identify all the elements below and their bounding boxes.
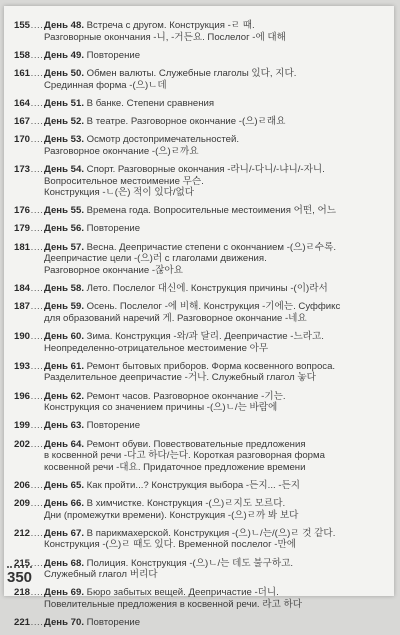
toc-day-label: День 60. bbox=[44, 331, 84, 342]
toc-entry-line bbox=[44, 20, 384, 32]
toc-entry-line bbox=[44, 402, 384, 414]
toc-line-text: Осмотр достопримечательностей. bbox=[86, 134, 239, 146]
toc-entry-text bbox=[44, 331, 384, 354]
toc-day-label: День 54. bbox=[44, 163, 84, 175]
toc-entry bbox=[10, 558, 384, 581]
toc-entry-line bbox=[44, 176, 384, 188]
toc-day-label: День 63. bbox=[44, 420, 84, 432]
toc-entry bbox=[10, 587, 384, 610]
toc-entry bbox=[10, 164, 384, 199]
toc-line-text: Разговорное окончание -잖아요 bbox=[44, 264, 183, 276]
toc-day-label: День 51. bbox=[44, 97, 84, 109]
toc-entry-line bbox=[44, 510, 384, 522]
toc-entry-line bbox=[44, 539, 384, 551]
toc-entry-line bbox=[44, 331, 384, 343]
toc-line-text: В парикмахерской. Конструкция -(으)ㄴ/는/(으)ㄹ 것 같다. bbox=[86, 527, 336, 539]
toc-entry bbox=[10, 391, 384, 414]
toc-entry-line bbox=[44, 480, 384, 492]
toc-line-text: Ремонт часов. Разговорное окончание -기는. bbox=[86, 390, 286, 402]
toc-page-number: 173 bbox=[13, 163, 30, 175]
toc-line-text: Времена года. Вопросительные местоимения 어떤, 어느 bbox=[86, 205, 337, 217]
toc-entry-text bbox=[44, 20, 384, 43]
toc-day-label: День 68. bbox=[44, 557, 84, 569]
toc-leader-dots: .... bbox=[30, 283, 44, 295]
toc-line-text: Конструкция со значением причины -(으)ㄴ/는 바람에 bbox=[44, 402, 278, 414]
toc-day-label: День 48. bbox=[44, 20, 84, 31]
toc-entry bbox=[10, 50, 384, 62]
toc-page-number: 199 bbox=[13, 420, 30, 432]
table-of-contents bbox=[10, 20, 384, 635]
toc-leader-dots: .... bbox=[30, 479, 44, 491]
toc-leader-dots: .... bbox=[30, 420, 44, 432]
toc-line-text: Повторение bbox=[86, 49, 141, 61]
toc-leader-dots: .... bbox=[30, 438, 44, 450]
toc-line-text: Повторение bbox=[86, 420, 141, 432]
toc-entry-line bbox=[44, 599, 384, 611]
toc-line-text: Деепричастие цели -(으)러 с глаголами движения. bbox=[44, 253, 267, 265]
toc-entry-line bbox=[44, 187, 384, 199]
toc-entry bbox=[10, 223, 384, 235]
toc-page-number: 202 bbox=[13, 438, 30, 450]
toc-line-text: Встреча с другом. Конструкция -ㄹ 때. bbox=[86, 20, 255, 31]
toc-entry-line bbox=[44, 146, 384, 158]
toc-line-text: Полиция. Конструкция -(으)ㄴ/는 데도 불구하고. bbox=[86, 557, 294, 569]
toc-entry-line bbox=[44, 253, 384, 265]
toc-line-text: в косвенной речи -다고 하다/는다. Короткая разговорная форма bbox=[44, 450, 325, 462]
toc-day-label: День 65. bbox=[44, 479, 84, 491]
toc-page-number: 215 bbox=[13, 557, 30, 569]
toc-entry-line bbox=[44, 116, 384, 128]
toc-day-label: День 57. bbox=[44, 241, 84, 253]
toc-entry bbox=[10, 528, 384, 551]
toc-entry-text bbox=[44, 301, 384, 324]
toc-page-number: 155 bbox=[13, 20, 30, 31]
toc-page-number: 161 bbox=[13, 67, 30, 79]
toc-leader-dots: .... bbox=[30, 223, 44, 235]
toc-entry bbox=[10, 242, 384, 277]
toc-page-number: 176 bbox=[13, 205, 30, 217]
toc-entry-text bbox=[44, 205, 384, 217]
toc-line-text: Разделительное деепричастие -거나. Служебный глагол 놓다 bbox=[44, 372, 316, 384]
toc-entry-line bbox=[44, 98, 384, 110]
toc-page-number: 184 bbox=[13, 283, 30, 295]
toc-line-text: Срединная форма -(으)ㄴ데 bbox=[44, 79, 167, 91]
toc-entry-line bbox=[44, 528, 384, 540]
toc-line-text: Повелительные предложения в косвенной речи. 라고 하다 bbox=[44, 599, 303, 611]
toc-leader-dots: .... bbox=[30, 49, 44, 61]
toc-entry-text bbox=[44, 528, 384, 551]
toc-entry bbox=[10, 439, 384, 474]
toc-entry-text bbox=[44, 558, 384, 581]
toc-line-text: Конструкция -(으)ㄹ 때도 있다. Временной послелог -만에 bbox=[44, 539, 297, 551]
toc-entry-line bbox=[44, 301, 384, 313]
toc-day-label: День 53. bbox=[44, 134, 84, 146]
toc-day-label: День 58. bbox=[44, 283, 84, 295]
toc-entry bbox=[10, 361, 384, 384]
toc-entry-line bbox=[44, 587, 384, 599]
toc-line-text: Вопросительное местоимение 무슨. bbox=[44, 175, 204, 187]
toc-entry-text bbox=[44, 498, 384, 521]
toc-entry-line bbox=[44, 164, 384, 176]
toc-line-text: Ремонт бытовых приборов. Форма косвенного вопроса. bbox=[86, 360, 336, 372]
toc-leader-dots: .... bbox=[30, 205, 44, 217]
toc-leader-dots: .... bbox=[30, 115, 44, 127]
toc-entry-line bbox=[44, 223, 384, 235]
toc-entry bbox=[10, 116, 384, 128]
toc-entry bbox=[10, 68, 384, 91]
toc-line-text: Дни (промежутки времени). Конструкция -(으)ㄹ까 봐 보다 bbox=[44, 509, 299, 521]
toc-entry-line bbox=[44, 420, 384, 432]
toc-leader-dots: .... bbox=[30, 301, 44, 313]
toc-line-text: Служебный глагол 버리다 bbox=[44, 569, 158, 581]
toc-page-number: 190 bbox=[13, 331, 30, 342]
toc-entry bbox=[10, 420, 384, 432]
toc-entry-text bbox=[44, 283, 384, 295]
toc-entry bbox=[10, 134, 384, 157]
toc-entry-text bbox=[44, 587, 384, 610]
toc-entry-line bbox=[44, 450, 384, 462]
toc-line-text: Разговорное окончание -(으)ㄹ까요 bbox=[44, 145, 199, 157]
toc-day-label: День 67. bbox=[44, 527, 84, 539]
toc-entry-text bbox=[44, 164, 384, 199]
toc-page-number: 179 bbox=[13, 223, 30, 235]
toc-page-number: 158 bbox=[13, 49, 30, 61]
toc-entry-line bbox=[44, 498, 384, 510]
toc-leader-dots: .... bbox=[30, 331, 44, 342]
toc-day-label: День 70. bbox=[44, 617, 84, 629]
toc-line-text: Бюро забытых вещей. Деепричастие -더니. bbox=[86, 587, 279, 599]
toc-day-label: День 64. bbox=[44, 438, 84, 450]
toc-entry-text bbox=[44, 391, 384, 414]
toc-entry-line bbox=[44, 68, 384, 80]
toc-leader-dots: .... bbox=[30, 20, 44, 31]
toc-line-text: Разговорные окончания -니, -거든요. Послелог -에 대해 bbox=[44, 31, 286, 43]
toc-entry-line bbox=[44, 50, 384, 62]
toc-line-text: для образований наречий 게. Разговорное окончание -네요 bbox=[44, 312, 307, 324]
toc-leader-dots: .... bbox=[30, 390, 44, 402]
toc-page-number: 167 bbox=[13, 115, 30, 127]
toc-page-number: 187 bbox=[13, 301, 30, 313]
toc-entry-line bbox=[44, 80, 384, 92]
toc-entry-line bbox=[44, 391, 384, 403]
toc-leader-dots: .... bbox=[30, 67, 44, 79]
toc-page-number: 206 bbox=[13, 479, 30, 491]
toc-day-label: День 50. bbox=[44, 67, 84, 79]
toc-entry bbox=[10, 283, 384, 295]
toc-leader-dots: .... bbox=[30, 134, 44, 146]
toc-page-number: 221 bbox=[13, 617, 30, 629]
toc-day-label: День 55. bbox=[44, 205, 84, 217]
page-number: 350 bbox=[7, 566, 32, 586]
toc-entry bbox=[10, 498, 384, 521]
toc-line-text: Зима. Конструкция -와/과 달리. Деепричастие -느라고. bbox=[86, 331, 324, 342]
toc-entry-text bbox=[44, 98, 384, 110]
toc-entry bbox=[10, 480, 384, 492]
toc-leader-dots: .... bbox=[30, 498, 44, 510]
toc-day-label: День 61. bbox=[44, 360, 84, 372]
toc-line-text: Неопределенно-отрицательное местоимение 아무 bbox=[44, 342, 269, 354]
toc-entry-line bbox=[44, 134, 384, 146]
toc-line-text: Осень. Послелог -에 비해. Конструкция -기에는. Суффикс bbox=[86, 301, 341, 313]
toc-page-number: 164 bbox=[13, 97, 30, 109]
toc-entry-line bbox=[44, 617, 384, 629]
toc-leader-dots: .... bbox=[30, 527, 44, 539]
toc-entry-text bbox=[44, 420, 384, 432]
toc-day-label: День 69. bbox=[44, 587, 84, 599]
toc-entry-line bbox=[44, 265, 384, 277]
toc-page-number: 193 bbox=[13, 360, 30, 372]
toc-entry-line bbox=[44, 205, 384, 217]
toc-line-text: Повторение bbox=[86, 223, 141, 235]
toc-entry-text bbox=[44, 617, 384, 629]
toc-entry bbox=[10, 331, 384, 354]
toc-line-text: Спорт. Разговорные окончания -라니/-다니/-냐니/-자니. bbox=[86, 163, 325, 175]
toc-leader-dots: .... bbox=[30, 587, 44, 599]
toc-leader-dots: .... bbox=[30, 617, 44, 629]
toc-line-text: Ремонт обуви. Повествовательные предложения bbox=[86, 438, 306, 450]
toc-line-text: косвенной речи -대요. Придаточное предложение времени bbox=[44, 461, 306, 473]
toc-day-label: День 59. bbox=[44, 301, 84, 313]
toc-page-number: 170 bbox=[13, 134, 30, 146]
toc-line-text: Обмен валюты. Служебные глаголы 있다, 지다. bbox=[86, 67, 297, 79]
toc-entry-text bbox=[44, 242, 384, 277]
toc-leader-dots: .... bbox=[30, 163, 44, 175]
toc-entry-text bbox=[44, 439, 384, 474]
toc-entry bbox=[10, 205, 384, 217]
toc-entry-line bbox=[44, 558, 384, 570]
toc-entry-line bbox=[44, 283, 384, 295]
toc-entry-line bbox=[44, 361, 384, 373]
toc-entry-line bbox=[44, 569, 384, 581]
toc-entry-text bbox=[44, 116, 384, 128]
toc-day-label: День 62. bbox=[44, 390, 84, 402]
toc-entry-text bbox=[44, 68, 384, 91]
toc-line-text: Как пройти...? Конструкция выбора -든지... -든지 bbox=[86, 479, 301, 491]
toc-day-label: День 66. bbox=[44, 498, 84, 510]
toc-page-number: 209 bbox=[13, 498, 30, 510]
toc-entry-text bbox=[44, 134, 384, 157]
toc-line-text: Конструкция -ㄴ(은) 적이 있다/없다 bbox=[44, 187, 195, 199]
toc-entry-line bbox=[44, 32, 384, 44]
toc-line-text: Весна. Деепричастие степени с окончанием -(으)ㄹ수록. bbox=[86, 241, 337, 253]
toc-entry bbox=[10, 20, 384, 43]
toc-entry-line bbox=[44, 462, 384, 474]
toc-entry-text bbox=[44, 223, 384, 235]
toc-entry bbox=[10, 617, 384, 629]
toc-line-text: В химчистке. Конструкция -(으)ㄹ지도 모르다. bbox=[86, 498, 286, 510]
toc-line-text: Повторение bbox=[86, 617, 141, 629]
toc-line-text: Лето. Послелог 대신에. Конструкция причины -(이)라서 bbox=[86, 283, 328, 295]
toc-entry-text bbox=[44, 50, 384, 62]
toc-leader-dots: .... bbox=[30, 241, 44, 253]
toc-day-label: День 52. bbox=[44, 115, 84, 127]
toc-entry-line bbox=[44, 313, 384, 325]
toc-line-text: В театре. Разговорное окончание -(으)ㄹ래요 bbox=[86, 115, 286, 127]
toc-page-number: 218 bbox=[13, 587, 30, 599]
toc-leader-dots: .... bbox=[30, 97, 44, 109]
toc-entry bbox=[10, 98, 384, 110]
toc-entry-line bbox=[44, 372, 384, 384]
toc-page-number: 212 bbox=[13, 527, 30, 539]
toc-entry-line bbox=[44, 242, 384, 254]
toc-page-number: 196 bbox=[13, 390, 30, 402]
toc-entry-line bbox=[44, 439, 384, 451]
book-page bbox=[4, 6, 394, 629]
toc-page-number: 181 bbox=[13, 241, 30, 253]
toc-leader-dots: .... bbox=[30, 557, 44, 569]
toc-entry-line bbox=[44, 343, 384, 355]
toc-leader-dots: .... bbox=[30, 360, 44, 372]
toc-line-text: В банке. Степени сравнения bbox=[86, 97, 215, 109]
toc-entry-text bbox=[44, 361, 384, 384]
toc-entry bbox=[10, 301, 384, 324]
toc-day-label: День 56. bbox=[44, 223, 84, 235]
toc-entry-text bbox=[44, 480, 384, 492]
toc-day-label: День 49. bbox=[44, 49, 84, 61]
